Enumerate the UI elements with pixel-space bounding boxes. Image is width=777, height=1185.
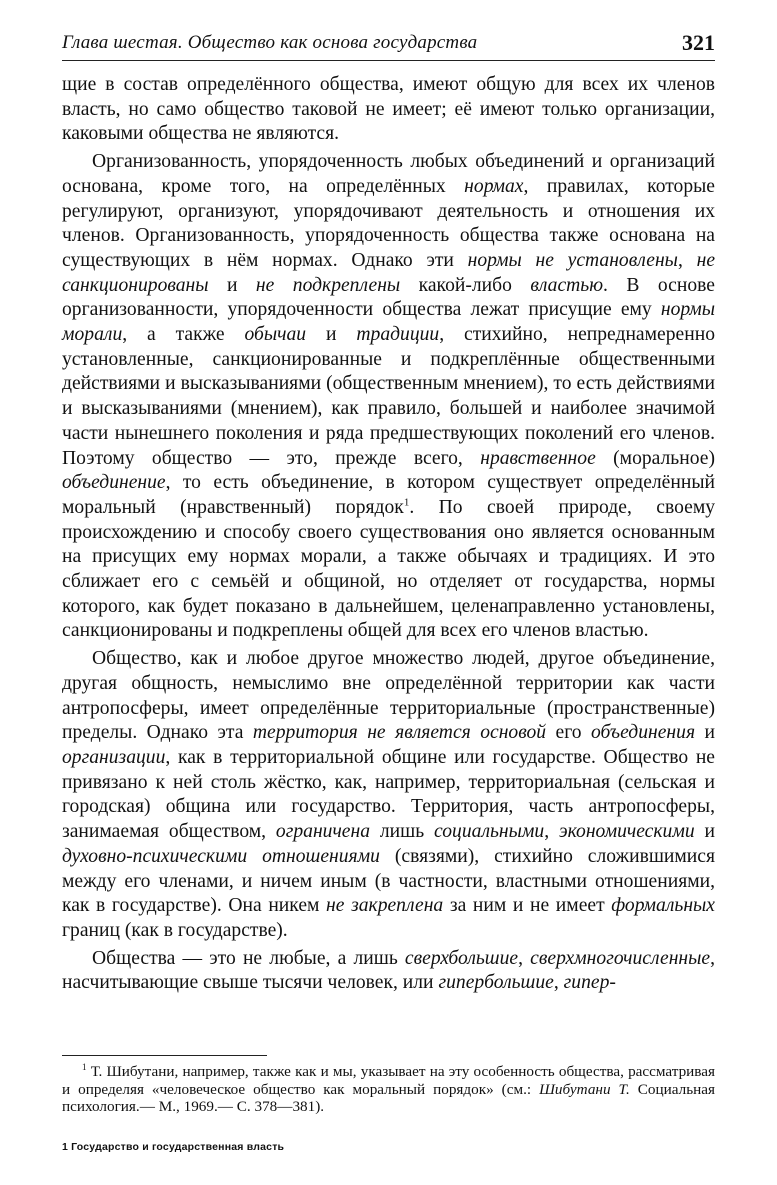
emphasized-term: объединения [591,722,696,744]
text-run: какой-либо [400,274,531,296]
emphasized-term: нормы не установлены [467,249,678,271]
text-run: , [677,249,697,271]
text-run: Общество, как и любое другое множество людей, другое объединение, другая общность, немыслимо вне определённой территории как части антропосферы, имеет определённые территориальные (пространственные) пределы. Однако эта [62,648,715,744]
text-run: , [518,947,531,969]
emphasized-term: традиции [356,324,440,346]
running-header [62,24,715,61]
emphasized-term: формальных [611,895,715,917]
text-run: и [694,821,716,843]
text-run: Организованность, упорядоченность любых объединений и организаций основана, кроме того, на определённых [62,151,715,197]
text-run: . По своей природе, своему происхождению и способу своего существования оно является основанным на присущих ему нормах морали, а также обычаях и традициях. И это сближает его с семьёй и общиной, но отделяет от государства, нормы которого, как будет показано в дальнейшем, целенаправленно установлены, санкционированы и подкреплены общей для всех его членов властью. [62,496,716,642]
emphasized-term: обычаи [244,324,307,346]
text-run: , как в территориальной общине или государстве. Общество не привязано к ней столь жёстко, как, например, территориальная (сельская и городская) община или государство. Территория, часть антропосферы, занимаемая обществом, [62,746,715,843]
emphasized-term: сверхмногочисленные [530,947,711,969]
emphasized-term: объединение [62,472,166,494]
footnote-text [62,1063,715,1116]
footnote [62,1063,715,1116]
footnote-separator [62,1055,267,1056]
emphasized-term: не закреплена [326,895,444,917]
paragraph [62,647,715,943]
footnote-mark: 1 [403,496,410,509]
text-run: границ (как в государстве). [62,919,288,941]
printer-signature: 1 Государство и государственная власть [62,1141,285,1153]
text-run: и [306,324,357,346]
text-run: (моральное) [595,447,715,469]
emphasized-term: организации [62,746,166,768]
text-run: Общества — это не любые, а лишь [92,947,405,969]
text-run: , насчитывающие свыше тысячи человек, или [62,947,716,994]
text-run: и [208,274,256,296]
text-run: и [695,722,716,744]
paragraph [62,947,715,996]
text-run: щие в состав определённого общества, имеют общую для всех их членов власть, но само общество таковой не имеет; её имеют только организации, каковыми общества не являются. [62,74,715,145]
text-run: за ним и не имеет [443,895,612,917]
text-run: , стихийно, непреднамеренно установленные, санкционированные и подкреплённые общественными действиями и высказываниями (общественным мнением), то есть действиями и высказываниями (мнением), как правило, большей и наиболее значимой части нынешнего поколения и ряда предшествующих поколений его членов. Поэтому общество — это, прежде всего, [62,324,715,469]
text-run: Т. Шибутани, например, также как и мы, указывает на эту особенность общества, рассматривая и определяя «человеческое общество как моральный порядок» (см.: [62,1063,715,1098]
paragraph [62,150,715,644]
emphasized-term: ограничена [275,821,371,843]
chapter-title: Глава шестая. Общество как основа государства [62,32,478,53]
emphasized-term: гипер- [563,972,616,994]
emphasized-term: экономическими [558,821,695,843]
emphasized-term: социальными [434,821,545,843]
emphasized-term: нормах [464,175,524,197]
emphasized-term: нормы морали [62,299,715,346]
emphasized-term: сверхбольшие [404,947,519,969]
text-run: . В основе организованности, упорядоченности общества лежат присущие ему [62,274,715,321]
emphasized-term: Шибутани Т. [539,1080,630,1098]
emphasized-term: властью [530,274,604,296]
text-run: лишь [370,821,435,843]
text-run: , [544,821,559,843]
text-run: (связями), стихийно сложившимися между его членами, и ничем иным (в частности, властными отношениями, как в государстве). Она никем [62,845,715,917]
text-run: , а также [122,324,245,346]
text-run: его [546,722,592,744]
emphasized-term: духовно-психическими отношениями [62,845,380,867]
footnote-mark: 1 [82,1061,87,1072]
emphasized-term: не санкционированы [62,249,716,296]
emphasized-term: нравственное [480,447,596,469]
emphasized-term: гипербольшие [438,972,554,994]
main-text [62,73,715,996]
paragraph [62,73,715,147]
emphasized-term: не подкреплены [255,274,401,296]
text-run: , то есть объединение, в котором существует определённый моральный (нравственный) порядок [62,472,715,518]
emphasized-term: территория не является основой [252,722,547,744]
text-run: , [553,972,564,994]
text-run: , правилах, которые регулируют, организуют, упорядочивают деятельность и отношения их членов. Организованность, упорядоченность общества также основана на существующих в нём нормах. Однако эти [62,175,715,271]
page-number: 321 [682,30,715,55]
text-run: Социальная психология.— М., 1969.— С. 378—381). [62,1080,715,1115]
